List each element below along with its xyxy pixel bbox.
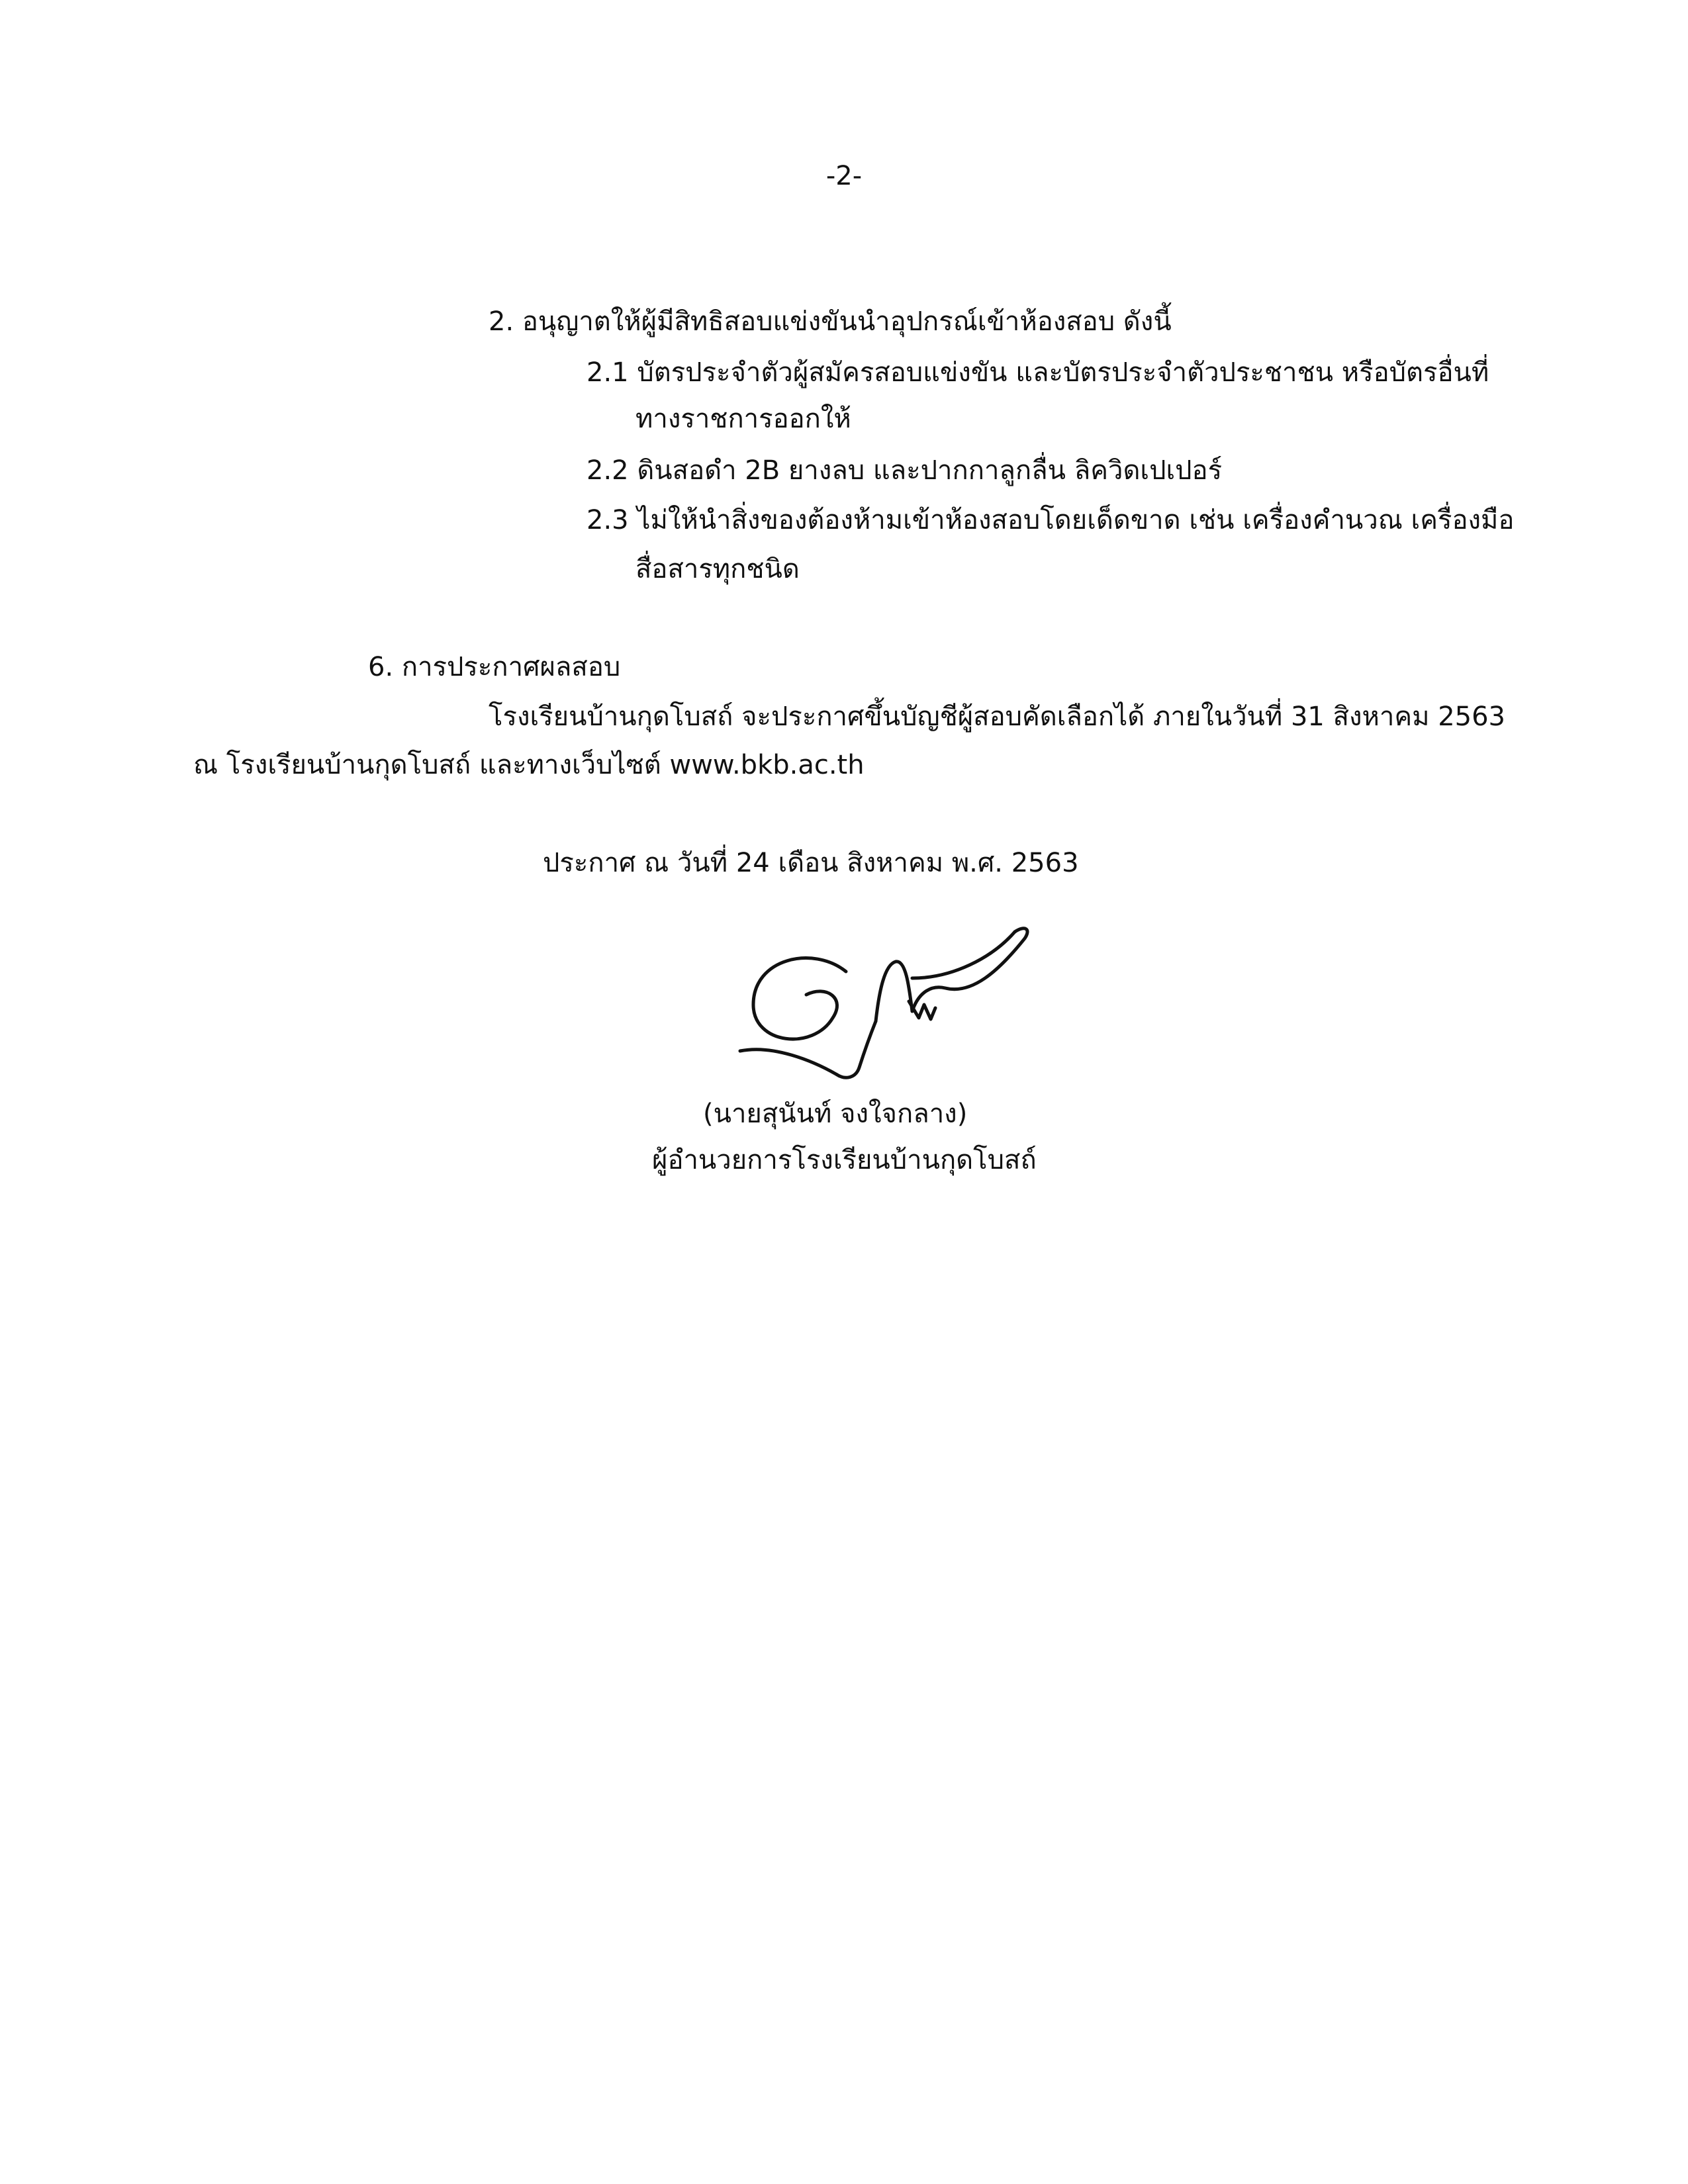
item-2-1-line2: ทางราชการออกให้ xyxy=(635,404,851,434)
signer-name: (นายสุนันท์ จงใจกลาง) xyxy=(703,1099,968,1129)
signer-title: ผู้อำนวยการโรงเรียนบ้านกุดโบสถ์ xyxy=(652,1145,1037,1175)
signature-image xyxy=(714,912,1045,1091)
section-6-body-line2: ณ โรงเรียนบ้านกุดโบสถ์ และทางเว็บไซต์ www.bkb.ac.th xyxy=(193,750,865,780)
page-number: -2- xyxy=(825,161,863,191)
signature-stroke-3 xyxy=(876,962,912,1021)
item-2-2-line1: 2.2 ดินสอดำ 2B ยางลบ และปากกาลูกลื่น ลิควิดเปเปอร์ xyxy=(586,455,1223,486)
signature-stroke-5 xyxy=(912,932,1015,978)
section-6-body-line1: โรงเรียนบ้านกุดโบสถ์ จะประกาศขึ้นบัญชีผู้สอบคัดเลือกได้ ภายในวันที่ 31 สิงหาคม 2563 xyxy=(489,702,1505,732)
item-2-3-line1: 2.3 ไม่ให้นำสิ่งของต้องห้ามเข้าห้องสอบโดยเด็ดขาด เช่น เครื่องคำนวณ เครื่องมือ xyxy=(586,505,1515,535)
section-6-heading: 6. การประกาศผลสอบ xyxy=(368,652,621,682)
announcement-date: ประกาศ ณ วันที่ 24 เดือน สิงหาคม พ.ศ. 2563 xyxy=(543,848,1079,878)
item-2-1-line1: 2.1 บัตรประจำตัวผู้สมัครสอบแข่งขัน และบัตรประจำตัวประชาชน หรือบัตรอื่นที่ xyxy=(586,357,1489,388)
section-2-heading: 2. อนุญาตให้ผู้มีสิทธิสอบแข่งขันนำอุปกรณ์เข้าห้องสอบ ดังนี้ xyxy=(489,306,1172,337)
signature-stroke-1 xyxy=(753,958,846,1039)
item-2-3-line2: สื่อสารทุกชนิด xyxy=(635,554,800,584)
signature-stroke-4 xyxy=(912,929,1027,1011)
signature-stroke-2 xyxy=(740,1021,876,1077)
